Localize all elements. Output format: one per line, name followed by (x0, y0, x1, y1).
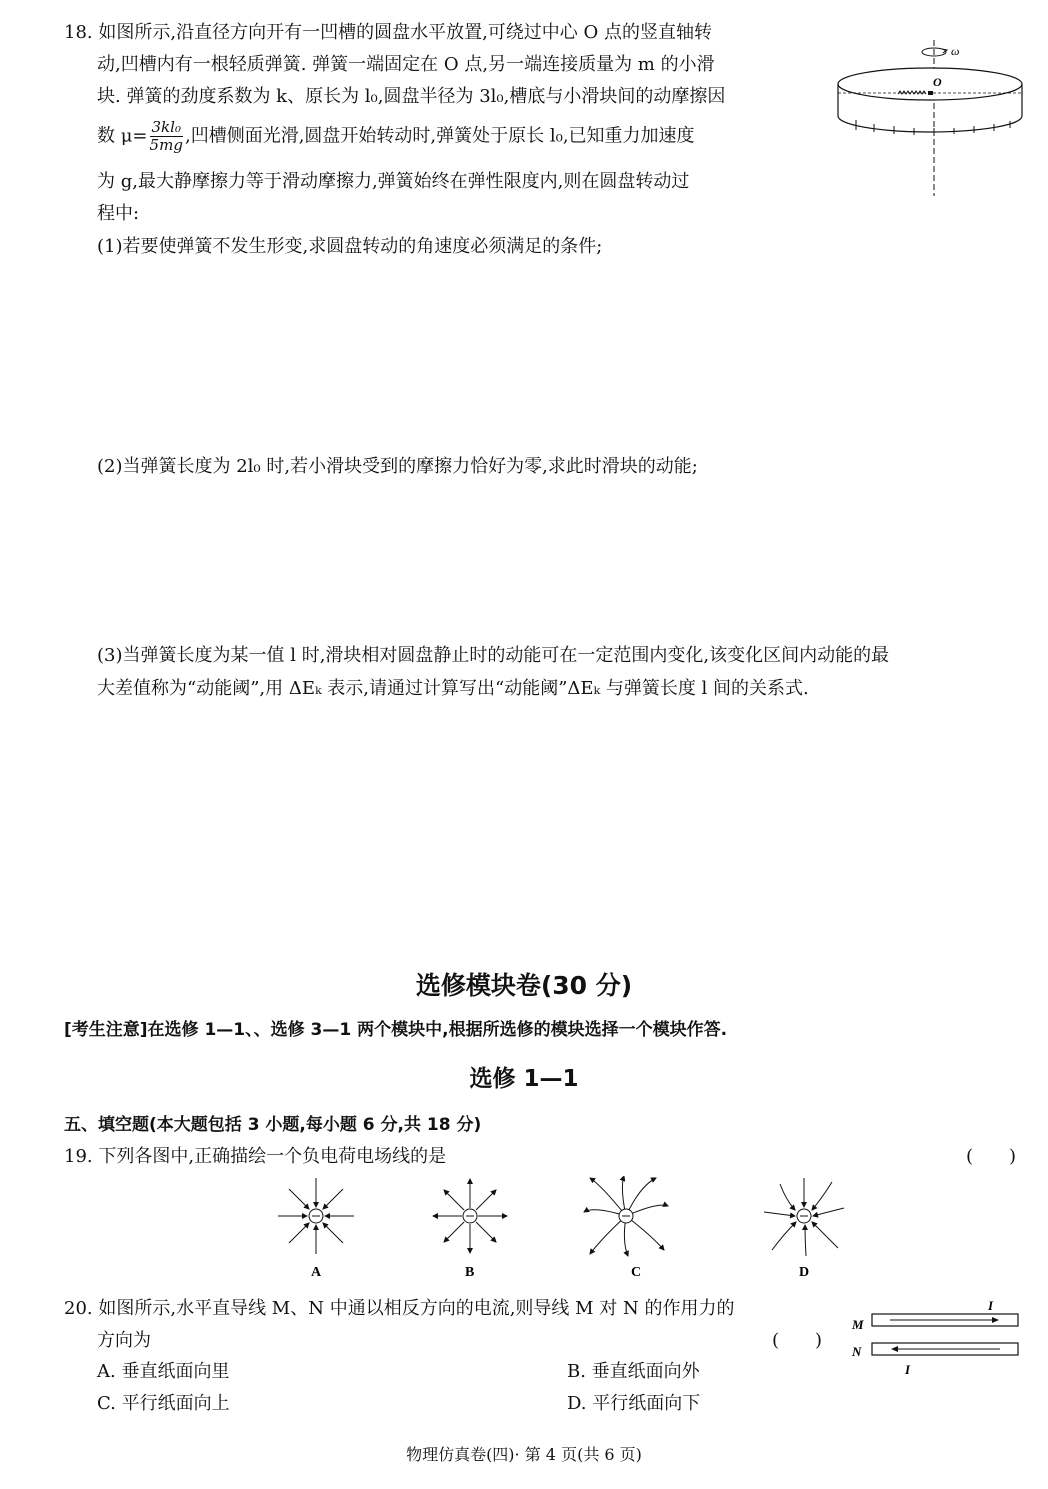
q20-option-b[interactable]: B. 垂直纸面向外 (567, 1361, 700, 1382)
wire-n-label: N (852, 1344, 862, 1359)
module-title: 选修模块卷(30 分) (415, 971, 633, 1000)
current-i-top-label: I (988, 1298, 994, 1313)
fraction-numerator: 3kl₀ (151, 118, 181, 136)
q18-part-2: (2)当弹簧长度为 2l₀ 时,若小滑块受到的摩擦力恰好为零,求此时滑块的动能; (97, 456, 698, 477)
q18-part-1: (1)若要使弹簧不发生形变,求圆盘转动的角速度必须满足的条件; (97, 236, 603, 257)
module-subtitle: 选修 1—1 (469, 1066, 579, 1092)
q20-option-d[interactable]: D. 平行纸面向下 (567, 1393, 701, 1414)
option-d-label: D (799, 1265, 810, 1280)
q18-line-1: 18. 如图所示,沿直径方向开有一凹槽的圆盘水平放置,可绕过中心 O 点的竖直轴转 (64, 22, 712, 43)
option-b-label: B (465, 1265, 475, 1280)
q18-line-4 (97, 120, 695, 153)
center-o-label: O (933, 75, 942, 89)
field-diagram-d (764, 1178, 844, 1256)
q18-mu-suffix: ,凹槽侧面光滑,圆盘开始转动时,弹簧处于原长 l₀,已知重力加速度 (184, 125, 695, 147)
q18-part-3-line-2: 大差值称为“动能阈”,用 ΔEₖ 表示,请通过计算写出“动能阈”ΔEₖ 与弹簧长度 l 间的关系式. (97, 678, 809, 699)
electric-field-options-figure (272, 1176, 852, 1284)
parallel-wires-figure (850, 1298, 1030, 1378)
q20-option-a[interactable]: A. 垂直纸面向里 (97, 1361, 230, 1382)
q20-answer-paren: ( ) (772, 1330, 823, 1351)
q19-answer-paren: ( ) (966, 1146, 1017, 1167)
field-diagram-b (433, 1179, 507, 1253)
q18-line-5: 为 g,最大静摩擦力等于滑动摩擦力,弹簧始终在弹性限度内,则在圆盘转动过 (97, 171, 690, 192)
q18-line-3: 块. 弹簧的劲度系数为 k、原长为 l₀,圆盘半径为 3l₀,槽底与小滑块间的动摩擦因 (97, 86, 726, 107)
q18-part-3-line-1: (3)当弹簧长度为某一值 l 时,滑块相对圆盘静止时的动能可在一定范围内变化,该变化区间内动能的最 (97, 645, 890, 666)
omega-label: ω (951, 44, 960, 58)
q18-line-2: 动,凹槽内有一根轻质弹簧. 弹簧一端固定在 O 点,另一端连接质量为 m 的小滑 (97, 54, 715, 75)
rotating-disk-figure (834, 38, 1034, 198)
q19-text: 19. 下列各图中,正确描绘一个负电荷电场线的是 (64, 1146, 447, 1167)
section-5-heading: 五、填空题(本大题包括 3 小题,每小题 6 分,共 18 分) (64, 1115, 482, 1135)
current-i-bottom-label: I (905, 1362, 911, 1377)
page-footer: 物理仿真卷(四)· 第 4 页(共 6 页) (406, 1445, 642, 1464)
q20-line-2: 方向为 (97, 1330, 151, 1351)
q20-line-1: 20. 如图所示,水平直导线 M、N 中通以相反方向的电流,则导线 M 对 N 的作用力的 (64, 1298, 735, 1319)
q18-mu-prefix: 数 μ= (97, 125, 148, 147)
q20-option-c[interactable]: C. 平行纸面向上 (97, 1393, 230, 1414)
field-diagram-c (584, 1176, 668, 1256)
fraction-denominator: 5mg (149, 136, 183, 154)
q18-line-6: 程中: (97, 203, 140, 224)
module-notice: [考生注意]在选修 1—1、、选修 3—1 两个模块中,根据所选修的模块选择一个模块作答. (64, 1020, 728, 1040)
field-diagram-a (278, 1178, 354, 1254)
friction-fraction (150, 120, 183, 153)
wire-m-label: M (852, 1317, 864, 1332)
option-a-label: A (311, 1265, 322, 1280)
option-c-label: C (631, 1265, 642, 1280)
